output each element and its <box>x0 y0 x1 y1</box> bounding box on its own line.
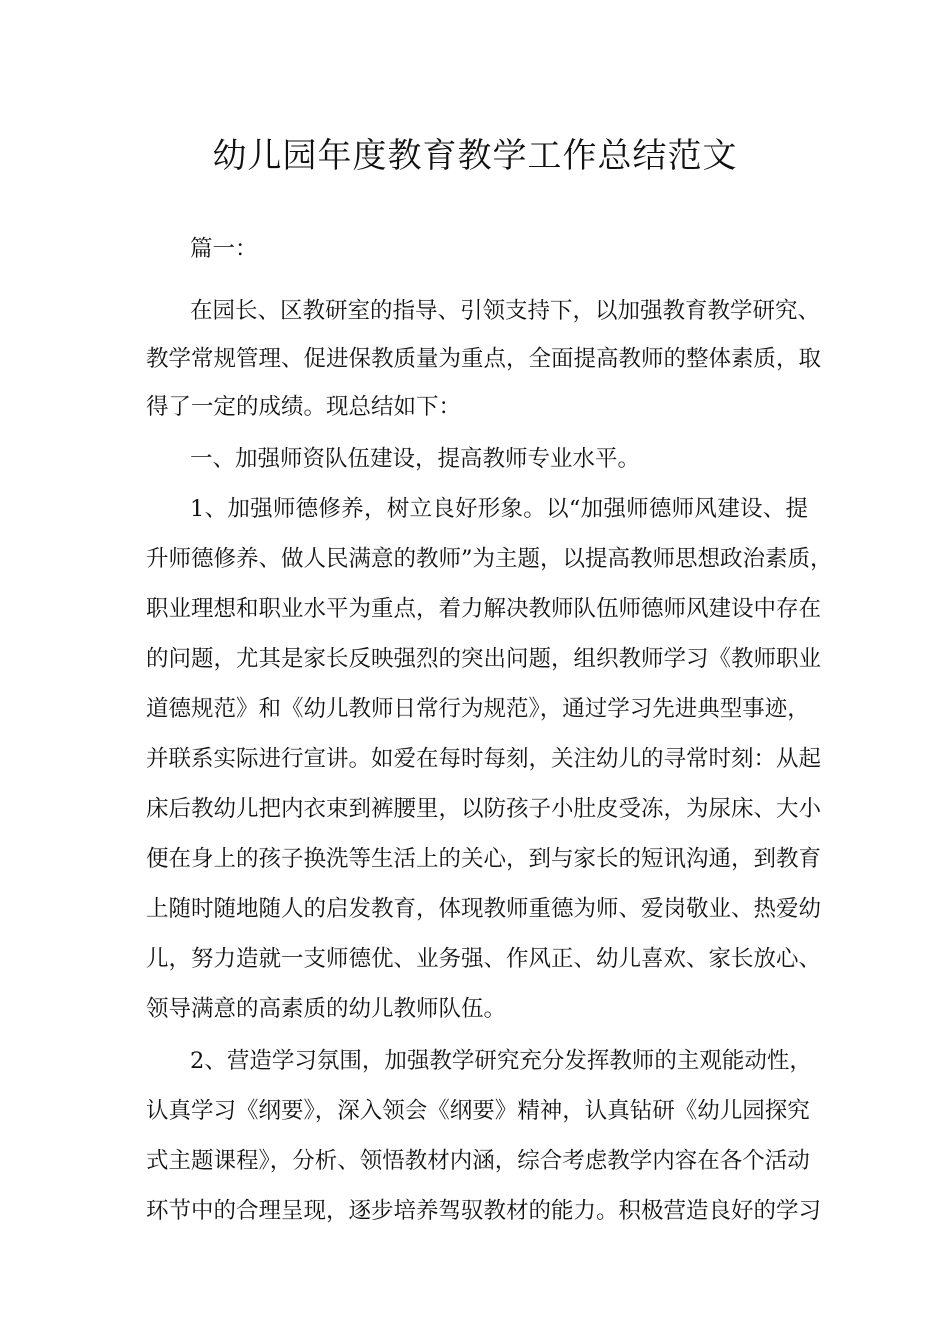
paragraph-line: 领导满意的高素质的幼儿教师队伍。 <box>146 996 507 1022</box>
paragraph-line: 在园长、区教研室的指导、引领支持下，以加强教育教学研究、 <box>190 298 821 324</box>
document-title: 幼儿园年度教育教学工作总结范文 <box>212 136 738 176</box>
paragraph-line: 职业理想和职业水平为重点，着力解决教师队伍师德师风建设中存在 <box>146 596 822 622</box>
paragraph-line: 教学常规管理、促进保教质量为重点，全面提高教师的整体素质，取 <box>146 346 822 372</box>
paragraph-line: 式主题课程》，分析、领悟教材内涵，综合考虑教学内容在各个活动 <box>146 1148 810 1174</box>
paragraph-line: 1、加强师德修养，树立良好形象。以“加强师德师风建设、提 <box>190 496 808 522</box>
section-label: 篇一： <box>190 236 258 262</box>
paragraph-line: 道德规范》和《幼儿教师日常行为规范》，通过学习先进典型事迹， <box>146 696 810 722</box>
paragraph-line: 便在身上的孩子换洗等生活上的关心，到与家长的短讯沟通，到教育 <box>146 846 822 872</box>
paragraph-line: 环节中的合理呈现，逐步培养驾驭教材的能力。积极营造良好的学习 <box>146 1198 822 1224</box>
paragraph-line: 儿，努力造就一支师德优、业务强、作风正、幼儿喜欢、家长放心、 <box>146 946 822 972</box>
paragraph-line: 得了一定的成绩。现总结如下： <box>146 394 462 420</box>
paragraph-line: 2、营造学习氛围，加强教学研究充分发挥教师的主观能动性， <box>190 1048 812 1074</box>
paragraph-line: 并联系实际进行宣讲。如爱在每时每刻，关注幼儿的寻常时刻：从起 <box>146 746 822 772</box>
paragraph-line: 上随时随地随人的启发教育，体现教师重德为师、爱岗敬业、热爱幼 <box>146 896 822 922</box>
paragraph-line: 床后教幼儿把内衣束到裤腰里，以防孩子小肚皮受冻，为尿床、大小 <box>146 796 822 822</box>
paragraph-line: 认真学习《纲要》，深入领会《纲要》精神，认真钻研《幼儿园探究 <box>146 1098 810 1124</box>
paragraph-line: 的问题，尤其是家长反映强烈的突出问题，组织教师学习《教师职业 <box>146 646 822 672</box>
paragraph-line: 升师德修养、做人民满意的教师”为主题，以提高教师思想政治素质， <box>146 546 833 572</box>
section-heading: 一、加强师资队伍建设，提高教师专业水平。 <box>190 446 641 472</box>
